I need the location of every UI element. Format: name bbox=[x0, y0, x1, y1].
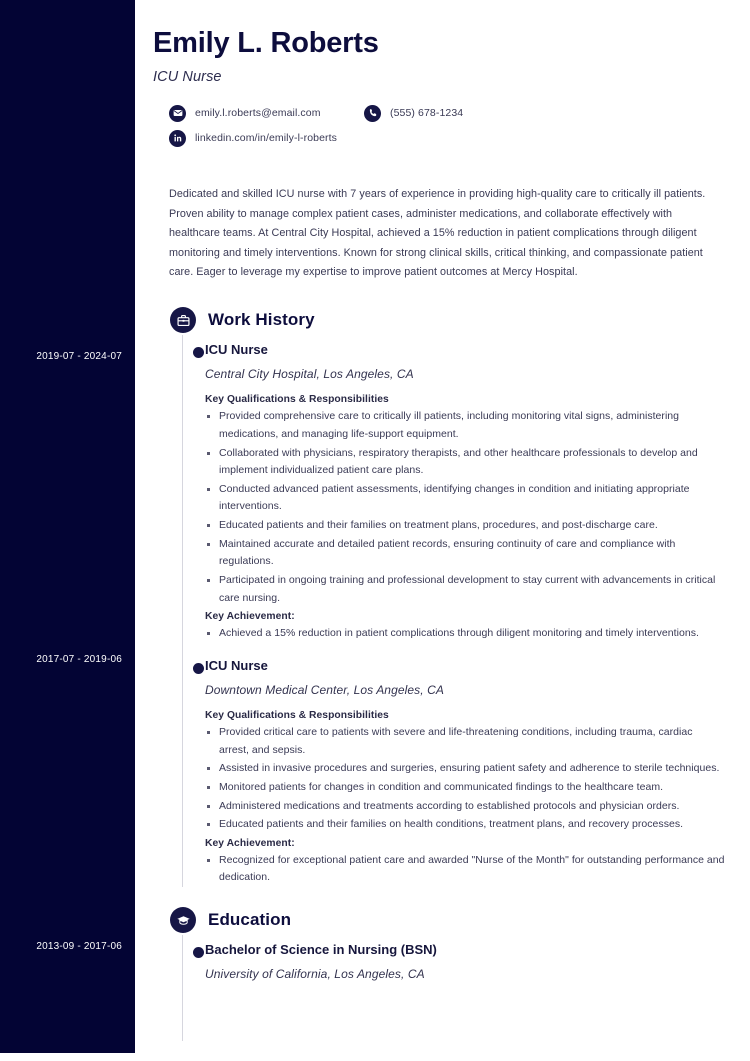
contact-email[interactable] bbox=[169, 105, 364, 122]
timeline-dot bbox=[193, 947, 204, 958]
phone-icon bbox=[364, 105, 381, 122]
work-entry-bullet-list bbox=[205, 408, 725, 607]
work-entry-achievement-list bbox=[205, 625, 725, 643]
sidebar-date-work-1: 2017-07 - 2019-06 bbox=[36, 654, 122, 665]
work-entry-title: ICU Nurse bbox=[205, 342, 268, 358]
list-item: Provided critical care to patients with severe and life-threatening conditions, including trauma, cardiac arrest, and sepsis. bbox=[205, 724, 725, 759]
education-entry bbox=[169, 942, 725, 981]
section-header-education bbox=[169, 905, 725, 935]
list-item: Administered medications and treatments according to established protocols and physician orders. bbox=[205, 798, 725, 816]
education-entry-title: Bachelor of Science in Nursing (BSN) bbox=[205, 942, 437, 958]
professional-summary: Dedicated and skilled ICU nurse with 7 years of experience in providing high-quality care to critically ill patients. Proven ability to manage complex patient cases, administer medications, and collaborate effectively with healthcare teams. At Central City Hospital, achieved a 15% reduction in patient complications through diligent monitoring and timely interventions. Known for strong clinical skills, critical thinking, and compassionate patient care. Eager to leverage my expertise to improve patient outcomes at Mercy Hospital. bbox=[169, 187, 706, 279]
list-item: Recognized for exceptional patient care and awarded "Nurse of the Month" for outstanding performance and dedication. bbox=[205, 852, 725, 887]
sidebar-date-education-0: 2013-09 - 2017-06 bbox=[36, 941, 122, 952]
contact-info bbox=[153, 105, 725, 147]
contact-linkedin[interactable] bbox=[169, 130, 337, 147]
contact-email-text: emily.l.roberts@email.com bbox=[195, 107, 321, 120]
resume-header bbox=[153, 28, 725, 85]
resume-main-column bbox=[135, 0, 750, 1061]
list-item: Provided comprehensive care to critically ill patients, including monitoring vital signs, administering medications, and managing life-support equipment. bbox=[205, 408, 725, 443]
work-entries bbox=[169, 342, 725, 887]
page-title: Emily L. Roberts bbox=[153, 27, 379, 59]
list-item: Participated in ongoing training and professional development to stay current with advancements in critical care nursing. bbox=[205, 572, 725, 607]
work-entry-title: ICU Nurse bbox=[205, 657, 268, 673]
sidebar-timeline-panel bbox=[0, 0, 135, 1053]
work-entry-organization: Central City Hospital, Los Angeles, CA bbox=[205, 367, 414, 382]
contact-phone-text: (555) 678-1234 bbox=[390, 107, 464, 120]
sidebar-date-work-0: 2019-07 - 2024-07 bbox=[36, 351, 122, 362]
graduation-cap-icon bbox=[170, 907, 196, 933]
list-item: Collaborated with physicians, respiratory therapists, and other healthcare professionals to develop and implement individualized patient care plans. bbox=[205, 445, 725, 480]
contact-row-1 bbox=[169, 105, 725, 122]
timeline-dot bbox=[193, 663, 204, 674]
job-title: ICU Nurse bbox=[153, 68, 222, 85]
briefcase-icon bbox=[170, 307, 196, 333]
work-entry bbox=[169, 342, 725, 643]
education-entry-organization: University of California, Los Angeles, CA bbox=[205, 967, 425, 982]
section-title-work-history: Work History bbox=[208, 310, 315, 330]
work-entry-achievement-heading: Key Achievement: bbox=[205, 837, 295, 849]
section-education bbox=[153, 905, 725, 981]
list-item: Educated patients and their families on treatment plans, procedures, and post-discharge care. bbox=[205, 517, 725, 535]
contact-linkedin-text: linkedin.com/in/emily-l-roberts bbox=[195, 132, 337, 145]
section-title-education: Education bbox=[208, 910, 292, 930]
work-entry-qualifications-heading: Key Qualifications & Responsibilities bbox=[205, 394, 389, 406]
work-entry-bullet-list bbox=[205, 724, 725, 834]
work-entry-organization: Downtown Medical Center, Los Angeles, CA bbox=[205, 683, 445, 698]
work-entry-qualifications-heading: Key Qualifications & Responsibilities bbox=[205, 710, 389, 722]
list-item: Maintained accurate and detailed patient records, ensuring continuity of care and compliance with regulations. bbox=[205, 536, 725, 571]
work-entry bbox=[169, 658, 725, 887]
education-entries bbox=[169, 942, 725, 981]
list-item: Assisted in invasive procedures and surgeries, ensuring patient safety and adherence to sterile techniques. bbox=[205, 760, 725, 778]
contact-row-2 bbox=[169, 130, 725, 147]
work-entry-achievement-list bbox=[205, 852, 725, 887]
section-work-history bbox=[153, 305, 725, 887]
list-item: Educated patients and their families on health conditions, treatment plans, and recovery processes. bbox=[205, 816, 725, 834]
section-header-work-history bbox=[169, 305, 725, 335]
list-item: Conducted advanced patient assessments, identifying changes in condition and initiating appropriate interventions. bbox=[205, 481, 725, 516]
list-item: Achieved a 15% reduction in patient complications through diligent monitoring and timely interventions. bbox=[205, 625, 725, 643]
envelope-icon bbox=[169, 105, 186, 122]
work-entry-achievement-heading: Key Achievement: bbox=[205, 611, 295, 623]
timeline-dot bbox=[193, 347, 204, 358]
linkedin-icon bbox=[169, 130, 186, 147]
contact-phone[interactable] bbox=[364, 105, 463, 122]
list-item: Monitored patients for changes in condition and communicated findings to the healthcare team. bbox=[205, 779, 725, 797]
